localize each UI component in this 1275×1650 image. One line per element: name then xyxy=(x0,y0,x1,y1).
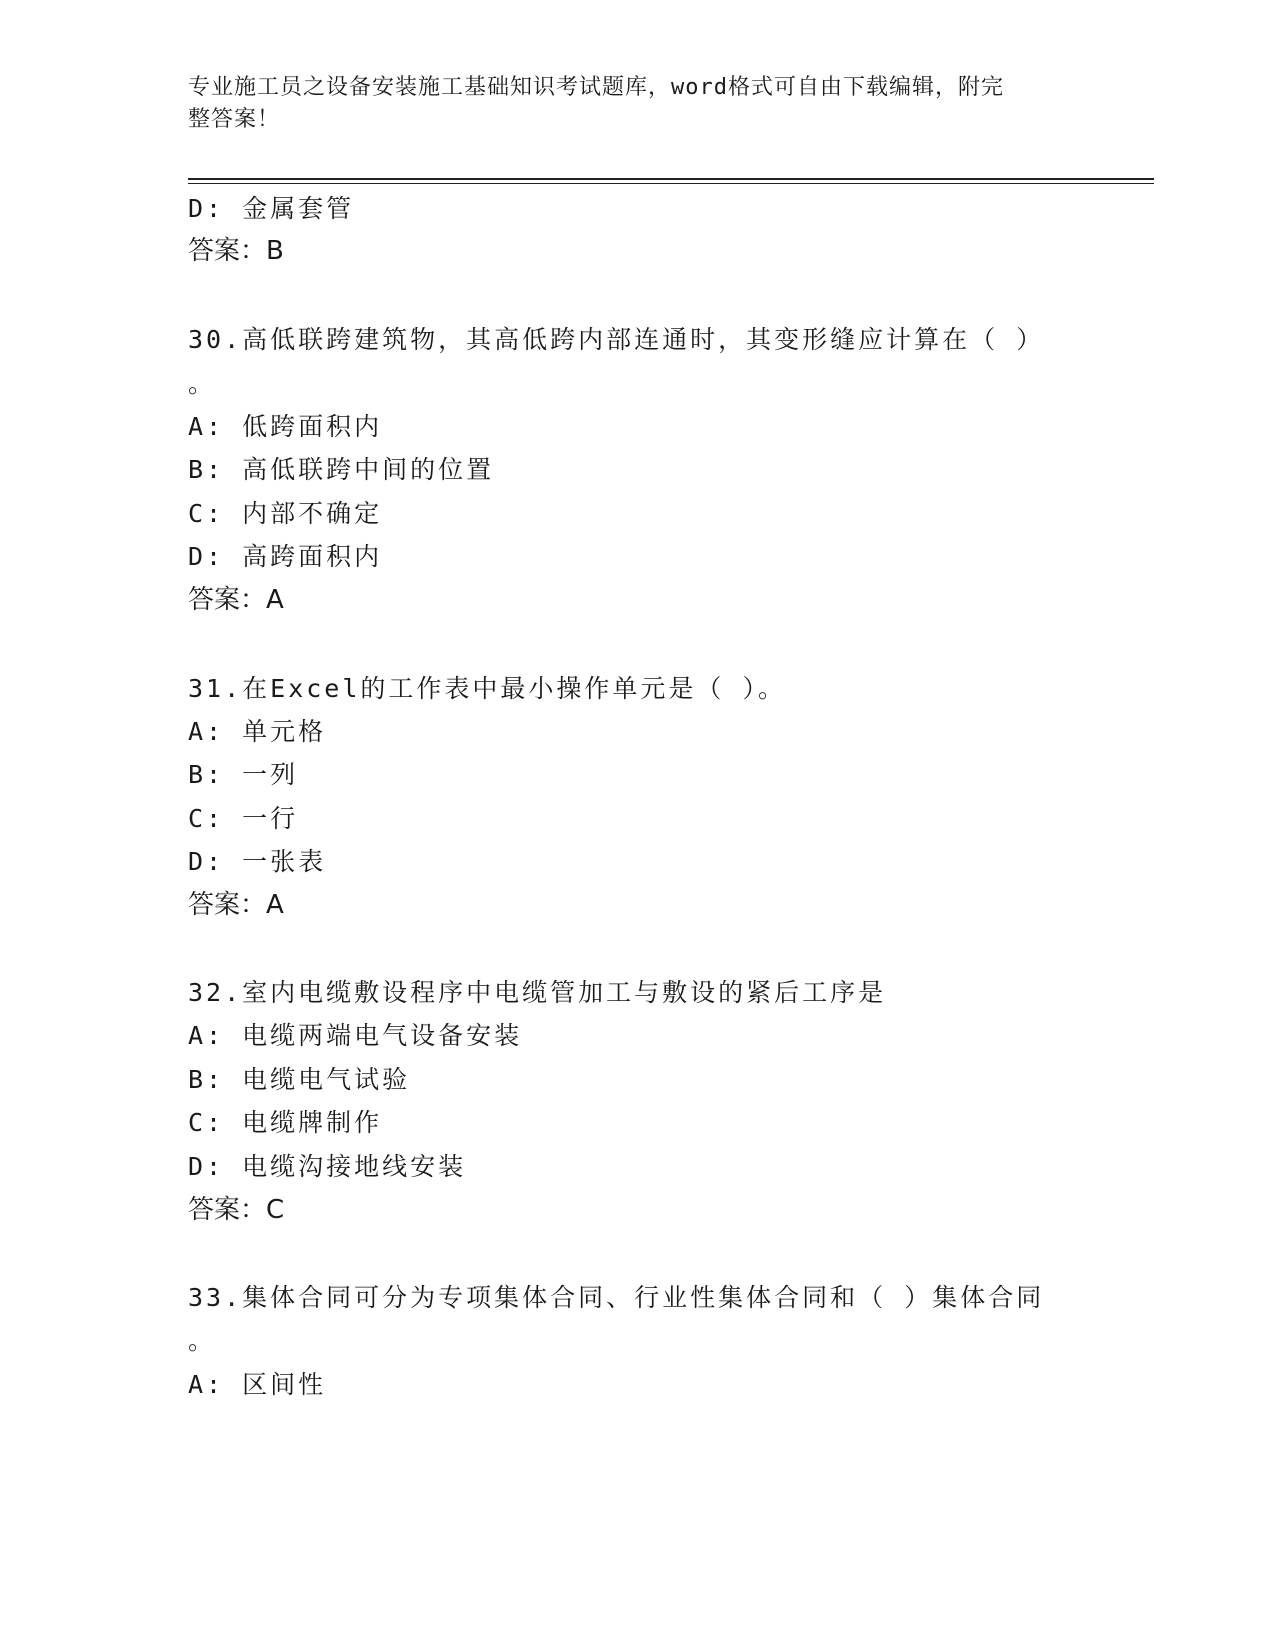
document-header xyxy=(188,72,1068,136)
q33-stem-line-2: 。 xyxy=(188,1326,217,1355)
header-divider-thick xyxy=(188,178,1154,180)
q30-option-b: B: 高低联跨中间的位置 xyxy=(188,455,495,484)
q32-stem-line-1: 32.室内电缆敷设程序中电缆管加工与敷设的紧后工序是 xyxy=(188,978,887,1007)
q30-option-c: C: 内部不确定 xyxy=(188,499,383,528)
q33-option-a: A: 区间性 xyxy=(188,1370,327,1399)
q32-option-d: D: 电缆沟接地线安装 xyxy=(188,1152,467,1181)
q30-stem-line-1: 30.高低联跨建筑物，其高低跨内部连通时，其变形缝应计算在（ ） xyxy=(188,325,1045,354)
q32-option-b: B: 电缆电气试验 xyxy=(188,1065,411,1094)
q30-stem-line-2: 。 xyxy=(188,369,217,398)
q30-answer: 答案：A xyxy=(188,585,284,615)
header-line-2: 整答案！ xyxy=(188,107,281,132)
q29-option-d: D: 金属套管 xyxy=(188,194,355,223)
q33-stem-line-1: 33.集体合同可分为专项集体合同、行业性集体合同和（ ）集体合同 xyxy=(188,1283,1045,1312)
q32-answer: 答案：C xyxy=(188,1195,285,1225)
q31-option-b: B: 一列 xyxy=(188,760,299,789)
q31-stem-line-1: 31.在Excel的工作表中最小操作单元是（ ）。 xyxy=(188,674,786,703)
q31-option-a: A: 单元格 xyxy=(188,717,327,746)
q32-option-a: A: 电缆两端电气设备安装 xyxy=(188,1021,523,1050)
q30-option-d: D: 高跨面积内 xyxy=(188,542,383,571)
q31-answer: 答案：A xyxy=(188,890,284,920)
header-divider-thin xyxy=(188,183,1154,184)
q31-option-d: D: 一张表 xyxy=(188,847,327,876)
q30-option-a: A: 低跨面积内 xyxy=(188,412,383,441)
q31-option-c: C: 一行 xyxy=(188,804,299,833)
q32-option-c: C: 电缆牌制作 xyxy=(188,1108,383,1137)
header-line-1: 专业施工员之设备安装施工基础知识考试题库，word格式可自由下载编辑，附完 xyxy=(188,75,1004,100)
q29-answer: 答案：B xyxy=(188,236,284,266)
